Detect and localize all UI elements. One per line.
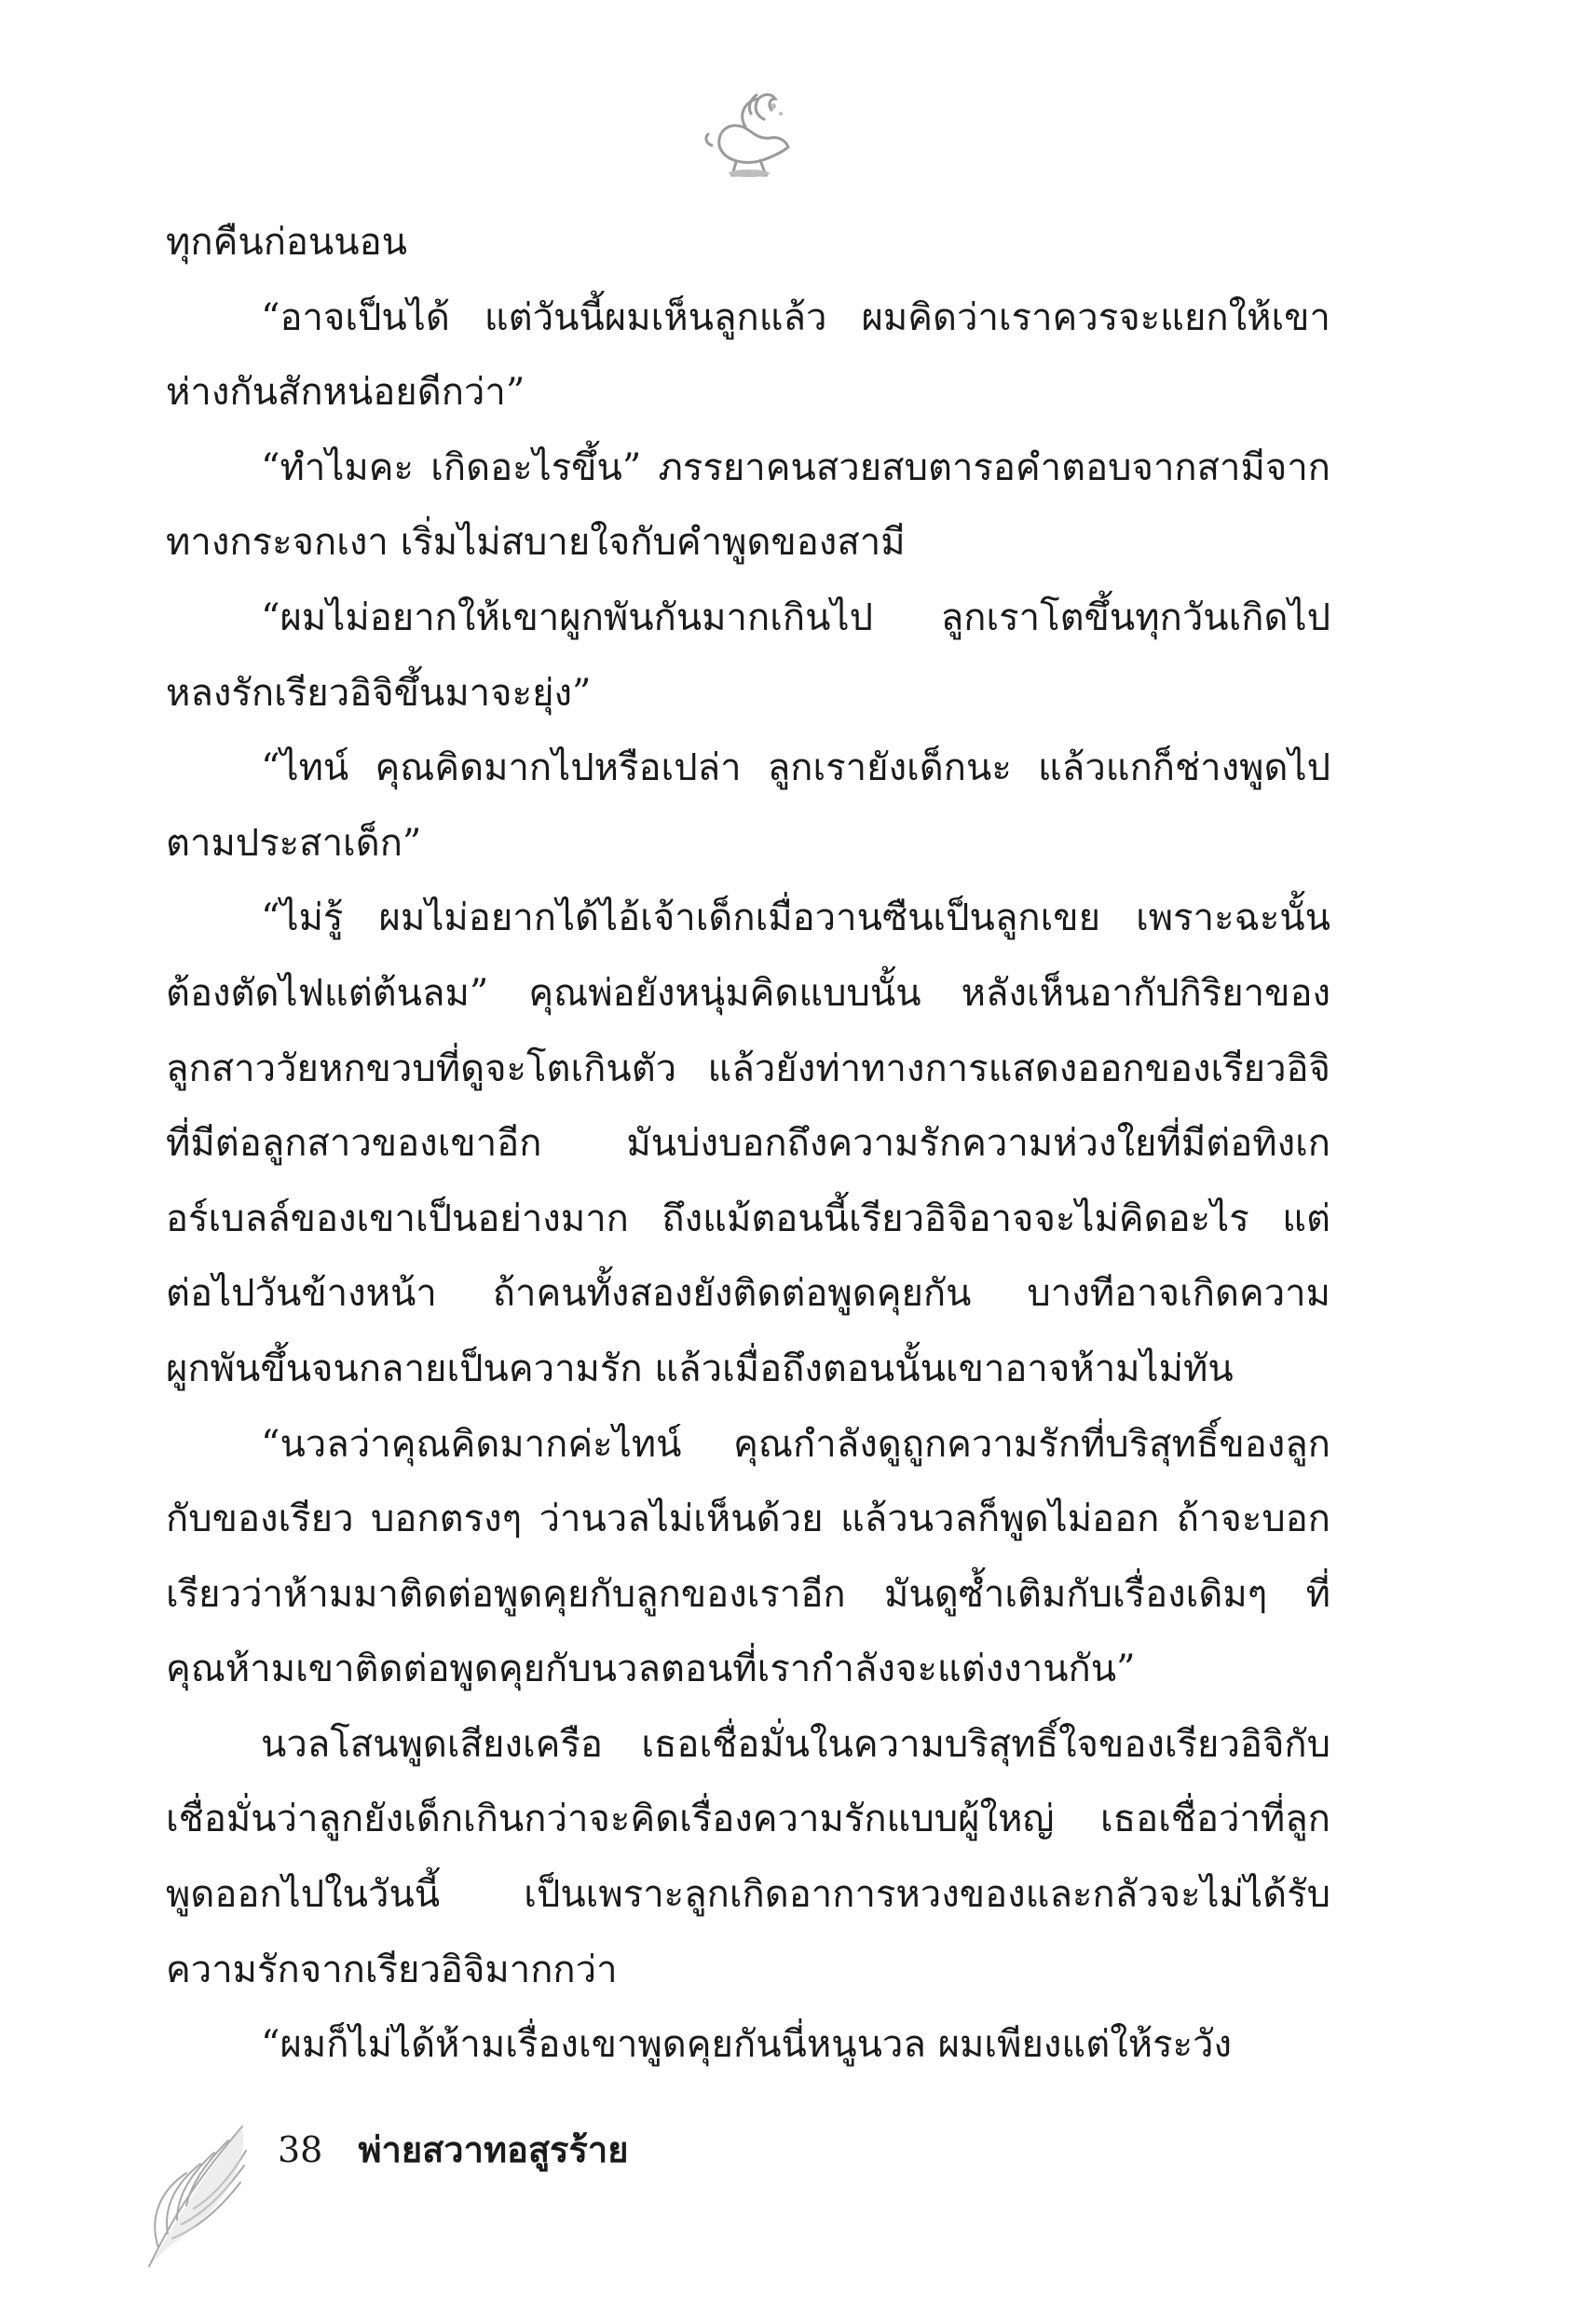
paragraph-4: “ผมไม่อยากให้เขาผูกพันกันมากเกินไป ลูกเราโตขึ้นทุกวันเกิดไปหลงรักเรียวอิจิขึ้นมาจะยุ่ง” bbox=[166, 595, 1330, 715]
paragraph-9: “ผมก็ไม่ได้ห้ามเรื่องเขาพูดคุยกันนี่หนูนวล ผมเพียงแต่ให้ระวัง bbox=[261, 2023, 1233, 2067]
paragraph-3: “ทำไมคะ เกิดอะไรขึ้น” ภรรยาคนสวยสบตารอคำตอบจากสามีจากทางกระจกเงา เริ่มไม่สบายใจกับคำพูดของสามี bbox=[166, 445, 1330, 565]
page-footer bbox=[278, 2126, 628, 2173]
paragraph-1: ทุกคืนก่อนนอน bbox=[166, 221, 407, 264]
paragraph-5: “ไทน์ คุณคิดมากไปหรือเปล่า ลูกเรายังเด็กนะ แล้วแกก็ช่างพูดไปตามประสาเด็ก” bbox=[166, 746, 1330, 865]
body-text bbox=[166, 205, 1330, 2083]
genie-lamp-icon bbox=[691, 80, 803, 192]
page-number: 38 bbox=[278, 2129, 323, 2170]
paragraph-6: “ไม่รู้ ผมไม่อยากได้ไอ้เจ้าเด็กเมื่อวานซืนเป็นลูกเขย เพราะฉะนั้นต้องตัดไฟแต่ต้นลม” คุณพ่อยังหนุ่มคิดแบบนั้น หลังเห็นอากัปกิริยาของลูกสาววัยหกขวบที่ดูจะโตเกินตัว แล้วยังท่าทางการแสดงออกของเรียวอิจิที่มีต่อลูกสาวของเขาอีก มันบ่งบอกถึงความรักความห่วงใยที่มีต่อทิงเกอร์เบลล์ของเขาเป็นอย่างมาก ถึงแม้ตอนนี้เรียวอิจิอาจจะไม่คิดอะไร แต่ต่อไปวันข้างหน้า ถ้าคนทั้งสองยังติดต่อพูดคุยกัน บางทีอาจเกิดความผูกพันขึ้นจนกลายเป็นความรัก แล้วเมื่อถึงตอนนั้นเขาอาจห้ามไม่ทัน bbox=[166, 896, 1330, 1390]
feather-icon bbox=[130, 2108, 261, 2276]
paragraph-8: นวลโสนพูดเสียงเครือ เธอเชื่อมั่นในความบริสุทธิ์ใจของเรียวอิจิกับเชื่อมั่นว่าลูกยังเด็กเกินกว่าจะคิดเรื่องความรักแบบผู้ใหญ่ เธอเชื่อว่าที่ลูกพูดออกไปในวันนี้ เป็นเพราะลูกเกิดอาการหวงของและกลัวจะไม่ได้รับความรักจากเรียวอิจิมากกว่า bbox=[166, 1722, 1330, 1991]
paragraph-7: “นวลว่าคุณคิดมากค่ะไทน์ คุณกำลังดูถูกความรักที่บริสุทธิ์ของลูกกับของเรียว บอกตรงๆ ว่านวลไม่เห็นด้วย แล้วนวลก็พูดไม่ออก ถ้าจะบอกเรียวว่าห้ามมาติดต่อพูดคุยกับลูกของเราอีก มันดูซ้ำเติมกับเรื่องเดิมๆ ที่คุณห้ามเขาติดต่อพูดคุยกับนวลตอนที่เรากำลังจะแต่งงานกัน” bbox=[166, 1422, 1330, 1691]
book-title: พ่ายสวาทอสูรร้าย bbox=[358, 2128, 629, 2170]
paragraph-2: “อาจเป็นได้ แต่วันนี้ผมเห็นลูกแล้ว ผมคิดว่าเราควรจะแยกให้เขาห่างกันสักหน่อยดีกว่า” bbox=[166, 295, 1330, 415]
